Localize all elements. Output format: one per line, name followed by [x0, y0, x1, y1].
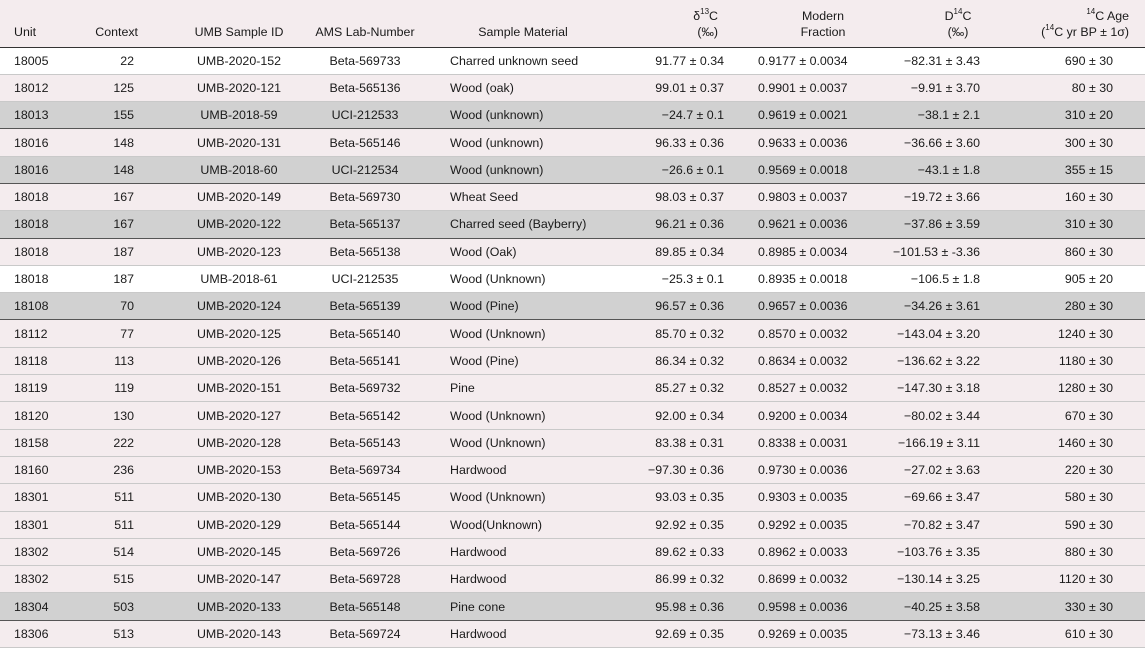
- d14c-symbol: D: [944, 8, 954, 23]
- cell-d13c: −24.7 ± 0.1: [618, 102, 758, 129]
- cell-context: 155: [80, 102, 176, 129]
- table-row: [0, 129, 1145, 156]
- table-row: [0, 293, 1145, 320]
- cell-d14c: −166.19 ± 3.11: [888, 429, 1028, 456]
- cell-sample-id: UMB-2020-131: [176, 129, 302, 156]
- cell-d14c: −70.82 ± 3.47: [888, 511, 1028, 538]
- cell-14c-age: 905 ± 20: [1028, 265, 1145, 292]
- cell-sample-material: Pine: [428, 375, 618, 402]
- cell-14c-age: 670 ± 30: [1028, 402, 1145, 429]
- cell-ams-lab-number: Beta-565140: [302, 320, 428, 347]
- cell-unit: 18118: [0, 347, 80, 374]
- cell-modern-fraction: 0.9269 ± 0.0035: [758, 620, 888, 647]
- cell-d13c: −26.6 ± 0.1: [618, 156, 758, 183]
- table-row: [0, 402, 1145, 429]
- cell-modern-fraction: 0.8527 ± 0.0032: [758, 375, 888, 402]
- cell-context: 125: [80, 74, 176, 101]
- d13c-unit: (‰): [697, 24, 718, 39]
- cell-context: 167: [80, 211, 176, 238]
- cell-modern-fraction: 0.9730 ± 0.0036: [758, 456, 888, 483]
- cell-sample-material: Wood (unknown): [428, 102, 618, 129]
- header-modern-fraction: [758, 0, 888, 47]
- cell-context: 148: [80, 156, 176, 183]
- table-row: [0, 538, 1145, 565]
- cell-modern-fraction: 0.9303 ± 0.0035: [758, 484, 888, 511]
- cell-modern-fraction: 0.8570 ± 0.0032: [758, 320, 888, 347]
- cell-d13c: −97.30 ± 0.36: [618, 456, 758, 483]
- cell-sample-material: Wood(Unknown): [428, 511, 618, 538]
- cell-d13c: 99.01 ± 0.37: [618, 74, 758, 101]
- cell-d14c: −27.02 ± 3.63: [888, 456, 1028, 483]
- cell-unit: 18012: [0, 74, 80, 101]
- cell-ams-lab-number: UCI-212535: [302, 265, 428, 292]
- table-row: [0, 320, 1145, 347]
- cell-ams-lab-number: Beta-565146: [302, 129, 428, 156]
- cell-ams-lab-number: Beta-565138: [302, 238, 428, 265]
- cell-ams-lab-number: Beta-565142: [302, 402, 428, 429]
- cell-d14c: −9.91 ± 3.70: [888, 74, 1028, 101]
- cell-sample-material: Wood (Unknown): [428, 320, 618, 347]
- cell-modern-fraction: 0.9621 ± 0.0036: [758, 211, 888, 238]
- cell-context: 511: [80, 511, 176, 538]
- cell-d14c: −147.30 ± 3.18: [888, 375, 1028, 402]
- cell-14c-age: 1180 ± 30: [1028, 347, 1145, 374]
- cell-context: 513: [80, 620, 176, 647]
- cell-d14c: −36.66 ± 3.60: [888, 129, 1028, 156]
- cell-14c-age: 1120 ± 30: [1028, 566, 1145, 593]
- cell-modern-fraction: 0.8338 ± 0.0031: [758, 429, 888, 456]
- cell-unit: 18013: [0, 102, 80, 129]
- cell-sample-material: Wheat Seed: [428, 183, 618, 210]
- table-row: [0, 620, 1145, 647]
- cell-modern-fraction: 0.9292 ± 0.0035: [758, 511, 888, 538]
- cell-sample-material: Wood (Unknown): [428, 484, 618, 511]
- table-row: [0, 74, 1145, 101]
- cell-context: 113: [80, 347, 176, 374]
- d13c-symbol: δ: [693, 8, 701, 23]
- cell-sample-material: Wood (Unknown): [428, 402, 618, 429]
- cell-14c-age: 1280 ± 30: [1028, 375, 1145, 402]
- cell-14c-age: 880 ± 30: [1028, 538, 1145, 565]
- table-row: [0, 47, 1145, 74]
- modern-line2: Fraction: [800, 24, 846, 39]
- cell-ams-lab-number: Beta-565139: [302, 293, 428, 320]
- cell-modern-fraction: 0.9901 ± 0.0037: [758, 74, 888, 101]
- cell-14c-age: 1460 ± 30: [1028, 429, 1145, 456]
- cell-d13c: 92.92 ± 0.35: [618, 511, 758, 538]
- cell-sample-material: Hardwood: [428, 456, 618, 483]
- cell-14c-age: 1240 ± 30: [1028, 320, 1145, 347]
- age-superscript-2: 14: [1045, 22, 1055, 32]
- cell-d13c: 96.57 ± 0.36: [618, 293, 758, 320]
- cell-ams-lab-number: Beta-569728: [302, 566, 428, 593]
- cell-ams-lab-number: Beta-565145: [302, 484, 428, 511]
- cell-ams-lab-number: Beta-569733: [302, 47, 428, 74]
- cell-ams-lab-number: Beta-569730: [302, 183, 428, 210]
- cell-sample-id: UMB-2020-125: [176, 320, 302, 347]
- cell-sample-material: Wood (Pine): [428, 293, 618, 320]
- cell-sample-id: UMB-2020-121: [176, 74, 302, 101]
- cell-ams-lab-number: UCI-212533: [302, 102, 428, 129]
- cell-d14c: −101.53 ± -3.36: [888, 238, 1028, 265]
- d13c-element: C: [709, 8, 718, 23]
- cell-sample-material: Wood (Pine): [428, 347, 618, 374]
- cell-ams-lab-number: UCI-212534: [302, 156, 428, 183]
- cell-14c-age: 220 ± 30: [1028, 456, 1145, 483]
- cell-14c-age: 610 ± 30: [1028, 620, 1145, 647]
- cell-ams-lab-number: Beta-569732: [302, 375, 428, 402]
- cell-modern-fraction: 0.9177 ± 0.0034: [758, 47, 888, 74]
- modern-line1: Modern: [801, 8, 844, 23]
- cell-unit: 18160: [0, 456, 80, 483]
- cell-d13c: 86.34 ± 0.32: [618, 347, 758, 374]
- cell-context: 503: [80, 593, 176, 620]
- cell-14c-age: 590 ± 30: [1028, 511, 1145, 538]
- cell-context: 236: [80, 456, 176, 483]
- table-row: [0, 183, 1145, 210]
- cell-14c-age: 300 ± 30: [1028, 129, 1145, 156]
- table-row: [0, 347, 1145, 374]
- table-row: [0, 238, 1145, 265]
- cell-ams-lab-number: Beta-565144: [302, 511, 428, 538]
- cell-sample-id: UMB-2020-149: [176, 183, 302, 210]
- age-open-paren: (: [1041, 24, 1046, 39]
- cell-modern-fraction: 0.9633 ± 0.0036: [758, 129, 888, 156]
- cell-d14c: −136.62 ± 3.22: [888, 347, 1028, 374]
- cell-unit: 18018: [0, 265, 80, 292]
- cell-context: 77: [80, 320, 176, 347]
- cell-modern-fraction: 0.9569 ± 0.0018: [758, 156, 888, 183]
- cell-ams-lab-number: Beta-569734: [302, 456, 428, 483]
- cell-sample-id: UMB-2020-126: [176, 347, 302, 374]
- cell-ams-lab-number: Beta-565137: [302, 211, 428, 238]
- cell-d14c: −40.25 ± 3.58: [888, 593, 1028, 620]
- cell-context: 514: [80, 538, 176, 565]
- cell-sample-id: UMB-2020-147: [176, 566, 302, 593]
- header-unit: Unit: [0, 0, 80, 47]
- cell-d14c: −37.86 ± 3.59: [888, 211, 1028, 238]
- cell-d14c: −69.66 ± 3.47: [888, 484, 1028, 511]
- table-row: [0, 265, 1145, 292]
- cell-sample-material: Hardwood: [428, 620, 618, 647]
- cell-context: 70: [80, 293, 176, 320]
- cell-unit: 18018: [0, 183, 80, 210]
- cell-d13c: 95.98 ± 0.36: [618, 593, 758, 620]
- cell-ams-lab-number: Beta-565136: [302, 74, 428, 101]
- header-context: Context: [80, 0, 176, 47]
- table-row: [0, 102, 1145, 129]
- age-superscript: 14: [1086, 6, 1096, 16]
- cell-d14c: −130.14 ± 3.25: [888, 566, 1028, 593]
- cell-ams-lab-number: Beta-565148: [302, 593, 428, 620]
- cell-d14c: −73.13 ± 3.46: [888, 620, 1028, 647]
- cell-sample-id: UMB-2020-127: [176, 402, 302, 429]
- cell-unit: 18016: [0, 156, 80, 183]
- cell-unit: 18120: [0, 402, 80, 429]
- d14c-superscript: 14: [953, 6, 963, 16]
- cell-unit: 18112: [0, 320, 80, 347]
- cell-d13c: 86.99 ± 0.32: [618, 566, 758, 593]
- table-header: [0, 0, 1145, 47]
- cell-modern-fraction: 0.8634 ± 0.0032: [758, 347, 888, 374]
- cell-modern-fraction: 0.8935 ± 0.0018: [758, 265, 888, 292]
- cell-modern-fraction: 0.9598 ± 0.0036: [758, 593, 888, 620]
- cell-d13c: −25.3 ± 0.1: [618, 265, 758, 292]
- cell-modern-fraction: 0.9619 ± 0.0021: [758, 102, 888, 129]
- cell-d14c: −82.31 ± 3.43: [888, 47, 1028, 74]
- cell-ams-lab-number: Beta-565141: [302, 347, 428, 374]
- cell-14c-age: 860 ± 30: [1028, 238, 1145, 265]
- table-row: [0, 484, 1145, 511]
- cell-d13c: 83.38 ± 0.31: [618, 429, 758, 456]
- table-row: [0, 593, 1145, 620]
- table-row: [0, 375, 1145, 402]
- cell-14c-age: 690 ± 30: [1028, 47, 1145, 74]
- d13c-superscript: 13: [700, 6, 710, 16]
- cell-sample-id: UMB-2020-129: [176, 511, 302, 538]
- cell-sample-material: Hardwood: [428, 538, 618, 565]
- cell-unit: 18304: [0, 593, 80, 620]
- cell-unit: 18119: [0, 375, 80, 402]
- cell-sample-material: Wood (unknown): [428, 129, 618, 156]
- cell-unit: 18018: [0, 211, 80, 238]
- header-d13c: [618, 0, 758, 47]
- cell-14c-age: 310 ± 20: [1028, 102, 1145, 129]
- table-row: [0, 211, 1145, 238]
- cell-14c-age: 330 ± 30: [1028, 593, 1145, 620]
- cell-d13c: 85.27 ± 0.32: [618, 375, 758, 402]
- cell-context: 515: [80, 566, 176, 593]
- cell-context: 187: [80, 265, 176, 292]
- header-d14c: [888, 0, 1028, 47]
- cell-sample-material: Wood (oak): [428, 74, 618, 101]
- d14c-unit: (‰): [947, 24, 969, 39]
- cell-modern-fraction: 0.8699 ± 0.0032: [758, 566, 888, 593]
- cell-sample-id: UMB-2020-124: [176, 293, 302, 320]
- table-row: [0, 566, 1145, 593]
- cell-sample-material: Charred unknown seed: [428, 47, 618, 74]
- cell-d13c: 93.03 ± 0.35: [618, 484, 758, 511]
- cell-modern-fraction: 0.8985 ± 0.0034: [758, 238, 888, 265]
- cell-14c-age: 280 ± 30: [1028, 293, 1145, 320]
- cell-context: 187: [80, 238, 176, 265]
- cell-d13c: 89.85 ± 0.34: [618, 238, 758, 265]
- cell-14c-age: 355 ± 15: [1028, 156, 1145, 183]
- cell-sample-id: UMB-2020-133: [176, 593, 302, 620]
- cell-sample-material: Pine cone: [428, 593, 618, 620]
- cell-d14c: −38.1 ± 2.1: [888, 102, 1028, 129]
- header-sample-material: Sample Material: [428, 0, 618, 47]
- cell-d14c: −103.76 ± 3.35: [888, 538, 1028, 565]
- cell-sample-id: UMB-2020-145: [176, 538, 302, 565]
- cell-context: 167: [80, 183, 176, 210]
- cell-context: 222: [80, 429, 176, 456]
- cell-d13c: 96.21 ± 0.36: [618, 211, 758, 238]
- cell-sample-material: Charred seed (Bayberry): [428, 211, 618, 238]
- cell-unit: 18306: [0, 620, 80, 647]
- cell-14c-age: 310 ± 30: [1028, 211, 1145, 238]
- table-row: [0, 511, 1145, 538]
- cell-14c-age: 80 ± 30: [1028, 74, 1145, 101]
- cell-modern-fraction: 0.9657 ± 0.0036: [758, 293, 888, 320]
- cell-unit: 18302: [0, 566, 80, 593]
- cell-d13c: 96.33 ± 0.36: [618, 129, 758, 156]
- cell-context: 130: [80, 402, 176, 429]
- cell-d14c: −80.02 ± 3.44: [888, 402, 1028, 429]
- cell-sample-id: UMB-2020-123: [176, 238, 302, 265]
- cell-unit: 18301: [0, 511, 80, 538]
- age-line1: C Age: [1095, 8, 1129, 23]
- cell-d13c: 89.62 ± 0.33: [618, 538, 758, 565]
- cell-unit: 18108: [0, 293, 80, 320]
- cell-modern-fraction: 0.8962 ± 0.0033: [758, 538, 888, 565]
- header-sample-id: UMB Sample ID: [176, 0, 302, 47]
- cell-unit: 18005: [0, 47, 80, 74]
- cell-d14c: −143.04 ± 3.20: [888, 320, 1028, 347]
- cell-sample-material: Wood (Oak): [428, 238, 618, 265]
- cell-unit: 18158: [0, 429, 80, 456]
- cell-sample-material: Wood (unknown): [428, 156, 618, 183]
- table-body: [0, 47, 1145, 648]
- cell-sample-id: UMB-2018-59: [176, 102, 302, 129]
- cell-sample-id: UMB-2018-60: [176, 156, 302, 183]
- header-row: [0, 0, 1145, 47]
- cell-sample-id: UMB-2020-151: [176, 375, 302, 402]
- cell-modern-fraction: 0.9200 ± 0.0034: [758, 402, 888, 429]
- cell-modern-fraction: 0.9803 ± 0.0037: [758, 183, 888, 210]
- table-row: [0, 156, 1145, 183]
- cell-unit: 18301: [0, 484, 80, 511]
- cell-context: 22: [80, 47, 176, 74]
- cell-ams-lab-number: Beta-565143: [302, 429, 428, 456]
- header-14c-age: [1028, 0, 1145, 47]
- cell-d13c: 91.77 ± 0.34: [618, 47, 758, 74]
- cell-d14c: −19.72 ± 3.66: [888, 183, 1028, 210]
- cell-unit: 18018: [0, 238, 80, 265]
- cell-unit: 18302: [0, 538, 80, 565]
- cell-context: 511: [80, 484, 176, 511]
- cell-unit: 18016: [0, 129, 80, 156]
- cell-context: 148: [80, 129, 176, 156]
- cell-d14c: −43.1 ± 1.8: [888, 156, 1028, 183]
- cell-context: 119: [80, 375, 176, 402]
- cell-d13c: 92.00 ± 0.34: [618, 402, 758, 429]
- table-row: [0, 429, 1145, 456]
- cell-sample-material: Hardwood: [428, 566, 618, 593]
- cell-sample-material: Wood (Unknown): [428, 429, 618, 456]
- cell-sample-id: UMB-2020-128: [176, 429, 302, 456]
- cell-d13c: 85.70 ± 0.32: [618, 320, 758, 347]
- cell-d13c: 92.69 ± 0.35: [618, 620, 758, 647]
- cell-14c-age: 580 ± 30: [1028, 484, 1145, 511]
- cell-sample-id: UMB-2018-61: [176, 265, 302, 292]
- cell-sample-material: Wood (Unknown): [428, 265, 618, 292]
- cell-ams-lab-number: Beta-569726: [302, 538, 428, 565]
- cell-sample-id: UMB-2020-122: [176, 211, 302, 238]
- header-ams-lab-number: AMS Lab-Number: [302, 0, 428, 47]
- cell-sample-id: UMB-2020-153: [176, 456, 302, 483]
- cell-d14c: −34.26 ± 3.61: [888, 293, 1028, 320]
- cell-sample-id: UMB-2020-130: [176, 484, 302, 511]
- cell-sample-id: UMB-2020-152: [176, 47, 302, 74]
- cell-14c-age: 160 ± 30: [1028, 183, 1145, 210]
- table-row: [0, 456, 1145, 483]
- age-line2: C yr BP ± 1σ): [1054, 24, 1129, 39]
- cell-d14c: −106.5 ± 1.8: [888, 265, 1028, 292]
- cell-sample-id: UMB-2020-143: [176, 620, 302, 647]
- cell-d13c: 98.03 ± 0.37: [618, 183, 758, 210]
- cell-ams-lab-number: Beta-569724: [302, 620, 428, 647]
- d14c-element: C: [962, 8, 972, 23]
